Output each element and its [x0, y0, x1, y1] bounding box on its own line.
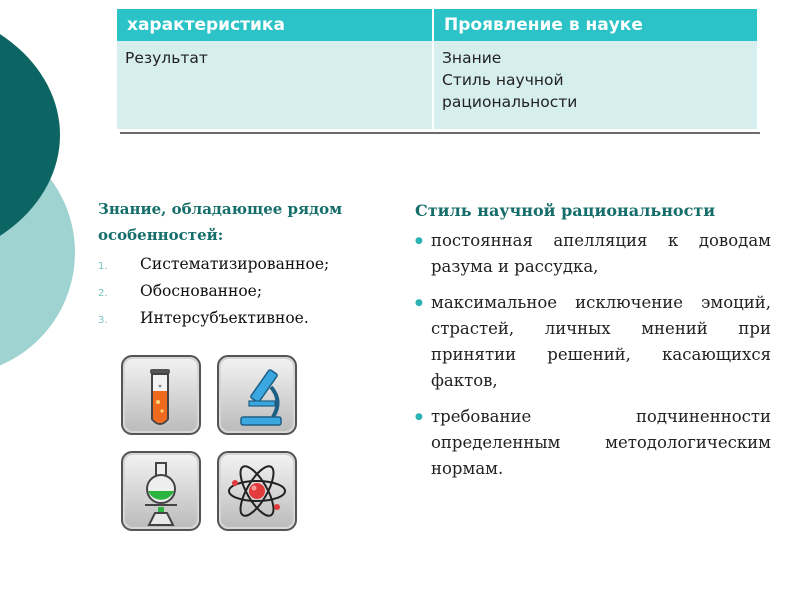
- list-item: [98, 279, 388, 306]
- table-cell-line: Стиль научной: [442, 71, 564, 89]
- table-header-cell: характеристика: [117, 9, 433, 41]
- knowledge-section: [98, 196, 388, 333]
- table-row: [117, 41, 757, 129]
- knowledge-heading: [98, 196, 388, 248]
- table-header-cell: Проявление в науке: [433, 9, 757, 41]
- table-cell-result: Результат: [117, 41, 433, 129]
- divider-line: [120, 132, 760, 134]
- list-item-text: требование подчиненности определенным методологическим нормам.: [431, 407, 771, 478]
- test-tube-icon: [121, 355, 201, 435]
- bullet-dot-icon: ●: [415, 412, 423, 422]
- list-item-text: Интерсубъективное.: [140, 309, 309, 327]
- bullet-dot-icon: ●: [415, 298, 423, 308]
- knowledge-features-list: [98, 252, 388, 333]
- list-item: [415, 290, 771, 394]
- list-item: [415, 228, 771, 280]
- knowledge-heading-line: Знание, обладающее рядом: [98, 200, 343, 218]
- table-cell-line: Знание: [442, 49, 502, 67]
- list-item: [98, 306, 388, 333]
- list-item-text: Обоснованное;: [140, 282, 263, 300]
- microscope-icon: [217, 355, 297, 435]
- list-item-text: постоянная апелляция к доводам разума и рассудка,: [431, 231, 771, 276]
- list-number: 2.: [98, 288, 108, 299]
- bullet-dot-icon: ●: [415, 236, 423, 246]
- list-item: [415, 404, 771, 482]
- atom-icon: [217, 451, 297, 531]
- list-item-text: Систематизированное;: [140, 255, 330, 273]
- list-number: 3.: [98, 315, 108, 326]
- rationality-bullet-list: [415, 228, 771, 482]
- list-number: 1.: [98, 261, 108, 272]
- rationality-heading: Стиль научной рациональности: [415, 201, 716, 220]
- list-item-text: максимальное исключение эмоций, страстей, личных мнений при принятии решений, касающихся фактов,: [431, 293, 771, 390]
- table-cell-line: рациональности: [442, 93, 578, 111]
- list-item: [98, 252, 388, 279]
- knowledge-heading-line: особенностей:: [98, 226, 224, 244]
- rationality-section: [415, 198, 771, 492]
- flask-burner-icon: [121, 451, 201, 531]
- table-cell-science: [433, 41, 757, 129]
- characteristics-table: [117, 9, 757, 129]
- table-header-row: [117, 9, 757, 41]
